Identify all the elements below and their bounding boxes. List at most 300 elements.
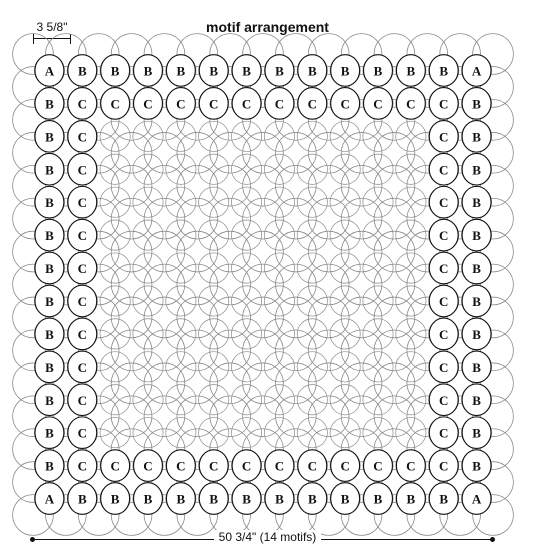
motif-c — [429, 417, 458, 449]
motif-c — [68, 450, 97, 482]
ring-arc — [264, 319, 294, 349]
motif-b — [265, 55, 294, 87]
ring-arc — [341, 330, 382, 371]
ring-arc — [396, 121, 426, 151]
motif-label: B — [45, 293, 54, 309]
ring-arc — [100, 187, 130, 217]
motif-c — [265, 450, 294, 482]
motif-label: B — [45, 359, 54, 375]
motif-label: C — [439, 96, 449, 112]
ring-arc — [396, 418, 426, 448]
ring-arc — [363, 352, 393, 382]
ring-arc — [363, 220, 393, 250]
ring-arc — [111, 363, 152, 404]
motif-label: B — [45, 162, 54, 178]
ring-arc — [341, 396, 382, 437]
ring-arc — [100, 385, 130, 415]
ring-arc — [166, 220, 196, 250]
motif-b — [35, 318, 64, 350]
ring-arc — [330, 352, 360, 382]
motif-label: C — [241, 96, 252, 112]
motif-label: B — [45, 326, 54, 342]
ring-arc — [308, 198, 349, 239]
motif-label: C — [307, 458, 317, 474]
ring-arc — [166, 385, 196, 415]
ring-arc — [374, 198, 415, 239]
ring-arc — [111, 330, 152, 371]
motif-label: C — [176, 458, 186, 474]
motif-b — [364, 55, 393, 87]
motif-b — [35, 450, 64, 482]
ring-arc — [264, 154, 294, 184]
motif-label: B — [472, 458, 481, 474]
ring-arc — [330, 154, 360, 184]
motif-b — [35, 121, 64, 153]
ring-arc — [166, 187, 196, 217]
motif-c — [68, 351, 97, 383]
ring-arc — [133, 154, 163, 184]
motif-c — [331, 88, 360, 120]
ring-arc — [177, 264, 218, 305]
ring-arc — [144, 396, 185, 437]
ring-arc — [275, 396, 316, 437]
motif-label: A — [471, 491, 482, 507]
motif-b — [462, 285, 491, 317]
motif-b — [35, 252, 64, 284]
motif-label: C — [77, 129, 87, 145]
ring-arc — [297, 121, 327, 151]
ring-arc — [111, 297, 152, 338]
ring-arc — [144, 330, 185, 371]
motif-label: C — [439, 425, 449, 441]
ring-arc — [231, 220, 261, 250]
motif-label: C — [209, 96, 219, 112]
ring-arc — [231, 352, 261, 382]
ring-arc — [330, 418, 360, 448]
ring-arc — [341, 132, 382, 173]
ring-arc — [100, 154, 130, 184]
ring-arc — [275, 264, 316, 305]
ring-arc — [166, 286, 196, 316]
motif-b — [35, 219, 64, 251]
ring-arc — [166, 154, 196, 184]
motif-c — [101, 88, 130, 120]
motif-label: C — [406, 96, 416, 112]
motif-label: B — [275, 491, 284, 507]
motif-label: A — [44, 491, 55, 507]
motif-b — [462, 450, 491, 482]
motif-label: B — [275, 63, 284, 79]
motif-label: C — [77, 96, 87, 112]
ring-arc — [275, 231, 316, 272]
ring-arc — [374, 297, 415, 338]
motif-label: B — [472, 129, 481, 145]
ring-arc — [199, 385, 229, 415]
motif-label: C — [77, 195, 87, 211]
ring-arc — [308, 132, 349, 173]
motif-a — [462, 55, 491, 87]
motif-c — [134, 88, 163, 120]
ring-arc — [363, 253, 393, 283]
ring-arc — [133, 418, 163, 448]
ring-arc — [166, 352, 196, 382]
motif-b — [429, 483, 458, 515]
ring-arc — [144, 363, 185, 404]
ring-arc — [363, 418, 393, 448]
motif-label: B — [242, 491, 251, 507]
ring-arc — [243, 165, 284, 206]
motif-label: C — [439, 195, 449, 211]
motif-b — [35, 351, 64, 383]
motif-label: C — [406, 458, 416, 474]
motif-label: B — [373, 491, 383, 507]
ring-arc — [199, 253, 229, 283]
ring-arc — [199, 121, 229, 151]
motif-c — [68, 88, 97, 120]
motif-b — [429, 55, 458, 87]
motif-label: B — [472, 359, 481, 375]
motif-c — [396, 88, 425, 120]
ring-arc — [275, 165, 316, 206]
ring-arc — [199, 286, 229, 316]
ring-arc — [308, 231, 349, 272]
motif-label: B — [472, 425, 481, 441]
motif-label: C — [77, 392, 87, 408]
ring-arc — [330, 121, 360, 151]
motif-label: C — [143, 96, 153, 112]
ring-arc — [144, 198, 185, 239]
ring-arc — [363, 286, 393, 316]
motif-b — [35, 153, 64, 185]
motif-b — [101, 483, 130, 515]
ring-arc — [231, 154, 261, 184]
motif-b — [166, 483, 195, 515]
ring-arc — [297, 187, 327, 217]
motif-label: B — [143, 491, 153, 507]
ring-arc — [133, 352, 163, 382]
motif-c — [429, 351, 458, 383]
motif-label: C — [110, 458, 120, 474]
ring-arc — [275, 198, 316, 239]
motif-c — [429, 153, 458, 185]
ring-arc — [111, 396, 152, 437]
motif-label: A — [44, 63, 55, 79]
motif-b — [331, 483, 360, 515]
motif-label: B — [439, 63, 449, 79]
motif-label: B — [340, 63, 350, 79]
ring-arc — [231, 319, 261, 349]
ring-arc — [363, 187, 393, 217]
ring-arc — [264, 418, 294, 448]
ring-arc — [297, 286, 327, 316]
ring-arc — [100, 418, 130, 448]
motif-label: B — [143, 63, 153, 79]
motif-c — [68, 318, 97, 350]
motif-b — [199, 483, 228, 515]
motif-b — [68, 483, 97, 515]
motif-b — [68, 55, 97, 87]
motif-c — [68, 153, 97, 185]
ring-arc — [133, 220, 163, 250]
ring-arc — [231, 253, 261, 283]
ring-arc — [341, 198, 382, 239]
ring-arc — [363, 385, 393, 415]
ring-arc — [264, 286, 294, 316]
ring-arc — [396, 352, 426, 382]
motif-b — [462, 153, 491, 185]
motif-b — [166, 55, 195, 87]
ring-arc — [264, 121, 294, 151]
motif-label: C — [77, 359, 87, 375]
motif-c — [429, 450, 458, 482]
ring-arc — [177, 198, 218, 239]
ring-arc — [177, 297, 218, 338]
ring-arc — [210, 297, 251, 338]
motif-label: B — [45, 228, 54, 244]
motif-label: B — [472, 392, 481, 408]
motif-c — [101, 450, 130, 482]
motif-b — [331, 55, 360, 87]
motif-label: C — [77, 293, 87, 309]
motif-b — [101, 55, 130, 87]
motif-c — [68, 252, 97, 284]
ring-arc — [396, 154, 426, 184]
ring-arc — [363, 319, 393, 349]
motif-label: B — [176, 63, 186, 79]
motif-c — [364, 88, 393, 120]
motif-b — [462, 121, 491, 153]
ring-arc — [264, 352, 294, 382]
motif-b — [134, 55, 163, 87]
motif-c — [68, 285, 97, 317]
motif-label: B — [472, 293, 481, 309]
ring-arc — [243, 363, 284, 404]
ring-arc — [341, 231, 382, 272]
ring-arc — [396, 220, 426, 250]
ring-arc — [210, 396, 251, 437]
ring-arc — [374, 363, 415, 404]
motif-c — [166, 450, 195, 482]
ring-arc — [199, 352, 229, 382]
ring-arc — [177, 363, 218, 404]
motif-b — [462, 88, 491, 120]
ring-arc — [341, 165, 382, 206]
motif-label: C — [373, 458, 383, 474]
motif-c — [298, 88, 327, 120]
motif-label: C — [77, 458, 87, 474]
motif-b — [232, 483, 261, 515]
motif-label: B — [45, 195, 54, 211]
ring-arc — [297, 385, 327, 415]
ring-arc — [330, 319, 360, 349]
ring-arc — [133, 319, 163, 349]
ring-arc — [210, 198, 251, 239]
motif-b — [298, 483, 327, 515]
motif-label: C — [439, 392, 449, 408]
ring-arc — [144, 132, 185, 173]
ring-arc — [100, 253, 130, 283]
ring-arc — [199, 154, 229, 184]
motif-label: C — [307, 96, 317, 112]
motif-label: B — [307, 63, 317, 79]
motif-label: C — [274, 96, 285, 112]
ring-arc — [144, 231, 185, 272]
ring-arc — [177, 132, 218, 173]
ring-arc — [100, 286, 130, 316]
motif-c — [68, 121, 97, 153]
ring-arc — [264, 385, 294, 415]
ring-arc — [231, 187, 261, 217]
ring-arc — [308, 165, 349, 206]
ring-arc — [297, 418, 327, 448]
ring-arc — [166, 121, 196, 151]
motif-label: B — [472, 261, 481, 277]
motif-label: C — [439, 228, 449, 244]
ring-arc — [111, 165, 152, 206]
ring-arc — [111, 198, 152, 239]
ring-arc — [275, 297, 316, 338]
motif-b — [462, 417, 491, 449]
motif-label: B — [77, 63, 87, 79]
ring-arc — [133, 253, 163, 283]
ring-arc — [243, 264, 284, 305]
ring-arc — [341, 297, 382, 338]
motif-label: C — [439, 359, 449, 375]
ring-arc — [297, 319, 327, 349]
motif-c — [429, 285, 458, 317]
ring-arc — [363, 154, 393, 184]
motif-c — [68, 186, 97, 218]
ring-arc — [341, 264, 382, 305]
ring-arc — [264, 187, 294, 217]
motif-label: B — [110, 491, 120, 507]
ring-arc — [177, 330, 218, 371]
motif-label: C — [340, 458, 350, 474]
motif-label: B — [242, 63, 251, 79]
ring-arc — [297, 220, 327, 250]
motif-label: C — [77, 228, 87, 244]
ring-arc — [243, 330, 284, 371]
motif-c — [298, 450, 327, 482]
ring-arc — [231, 286, 261, 316]
motif-b — [199, 55, 228, 87]
ring-arc — [111, 132, 152, 173]
motif-c — [68, 417, 97, 449]
motif-b — [462, 219, 491, 251]
motif-c — [429, 318, 458, 350]
ring-arc — [243, 132, 284, 173]
motif-label: B — [45, 96, 54, 112]
ring-arc — [231, 385, 261, 415]
motif-label: B — [307, 491, 317, 507]
motif-a — [35, 483, 64, 515]
motif-label: B — [45, 425, 54, 441]
ring-arc — [297, 352, 327, 382]
motif-c — [232, 88, 261, 120]
ring-arc — [264, 253, 294, 283]
ring-arc — [210, 231, 251, 272]
motif-label: B — [45, 458, 54, 474]
ring-arc — [177, 165, 218, 206]
ring-arc — [210, 165, 251, 206]
motif-b — [35, 186, 64, 218]
motif-b — [462, 186, 491, 218]
motif-b — [265, 483, 294, 515]
motif-c — [331, 450, 360, 482]
motif-c — [265, 88, 294, 120]
motif-b — [35, 88, 64, 120]
ring-arc — [177, 231, 218, 272]
ring-arc — [133, 286, 163, 316]
ring-arc — [264, 220, 294, 250]
motif-c — [429, 219, 458, 251]
ring-arc — [308, 297, 349, 338]
ring-arc — [111, 231, 152, 272]
ring-arc — [396, 385, 426, 415]
ring-arc — [374, 132, 415, 173]
motif-label: B — [209, 63, 219, 79]
ring-arc — [199, 187, 229, 217]
motif-c — [396, 450, 425, 482]
ring-arc — [100, 319, 130, 349]
motif-label: C — [340, 96, 350, 112]
motif-c — [166, 88, 195, 120]
ring-arc — [396, 286, 426, 316]
ring-arc — [330, 286, 360, 316]
ring-arc — [374, 264, 415, 305]
ring-arc — [374, 330, 415, 371]
motif-b — [35, 417, 64, 449]
ring-arc — [243, 297, 284, 338]
ring-arc — [133, 187, 163, 217]
motif-label: C — [209, 458, 219, 474]
motif-label: B — [209, 491, 219, 507]
motif-label: B — [340, 491, 350, 507]
motif-label: B — [472, 162, 481, 178]
ring-arc — [363, 121, 393, 151]
ring-arc — [243, 231, 284, 272]
motif-cells — [35, 55, 491, 515]
ring-arc — [330, 385, 360, 415]
ring-arc — [330, 220, 360, 250]
ring-arc — [341, 363, 382, 404]
ring-arc — [166, 319, 196, 349]
motif-label: C — [439, 458, 449, 474]
ring-arc — [297, 154, 327, 184]
ring-arc — [166, 418, 196, 448]
motif-label: B — [406, 491, 416, 507]
ring-arc — [144, 297, 185, 338]
motif-label: C — [110, 96, 120, 112]
motif-b — [462, 252, 491, 284]
motif-c — [429, 88, 458, 120]
motif-b — [462, 351, 491, 383]
motif-size-label: 3 5/8" — [36, 20, 68, 34]
motif-label: C — [143, 458, 153, 474]
ring-arc — [396, 253, 426, 283]
ring-arc — [374, 396, 415, 437]
motif-label: C — [439, 261, 449, 277]
motif-label: B — [472, 96, 481, 112]
motif-label: C — [439, 293, 449, 309]
motif-b — [396, 55, 425, 87]
motif-label: B — [373, 63, 383, 79]
motif-label: B — [45, 261, 54, 277]
motif-label: C — [176, 96, 186, 112]
ring-arc — [275, 330, 316, 371]
motif-label: C — [77, 425, 87, 441]
motif-c — [232, 450, 261, 482]
